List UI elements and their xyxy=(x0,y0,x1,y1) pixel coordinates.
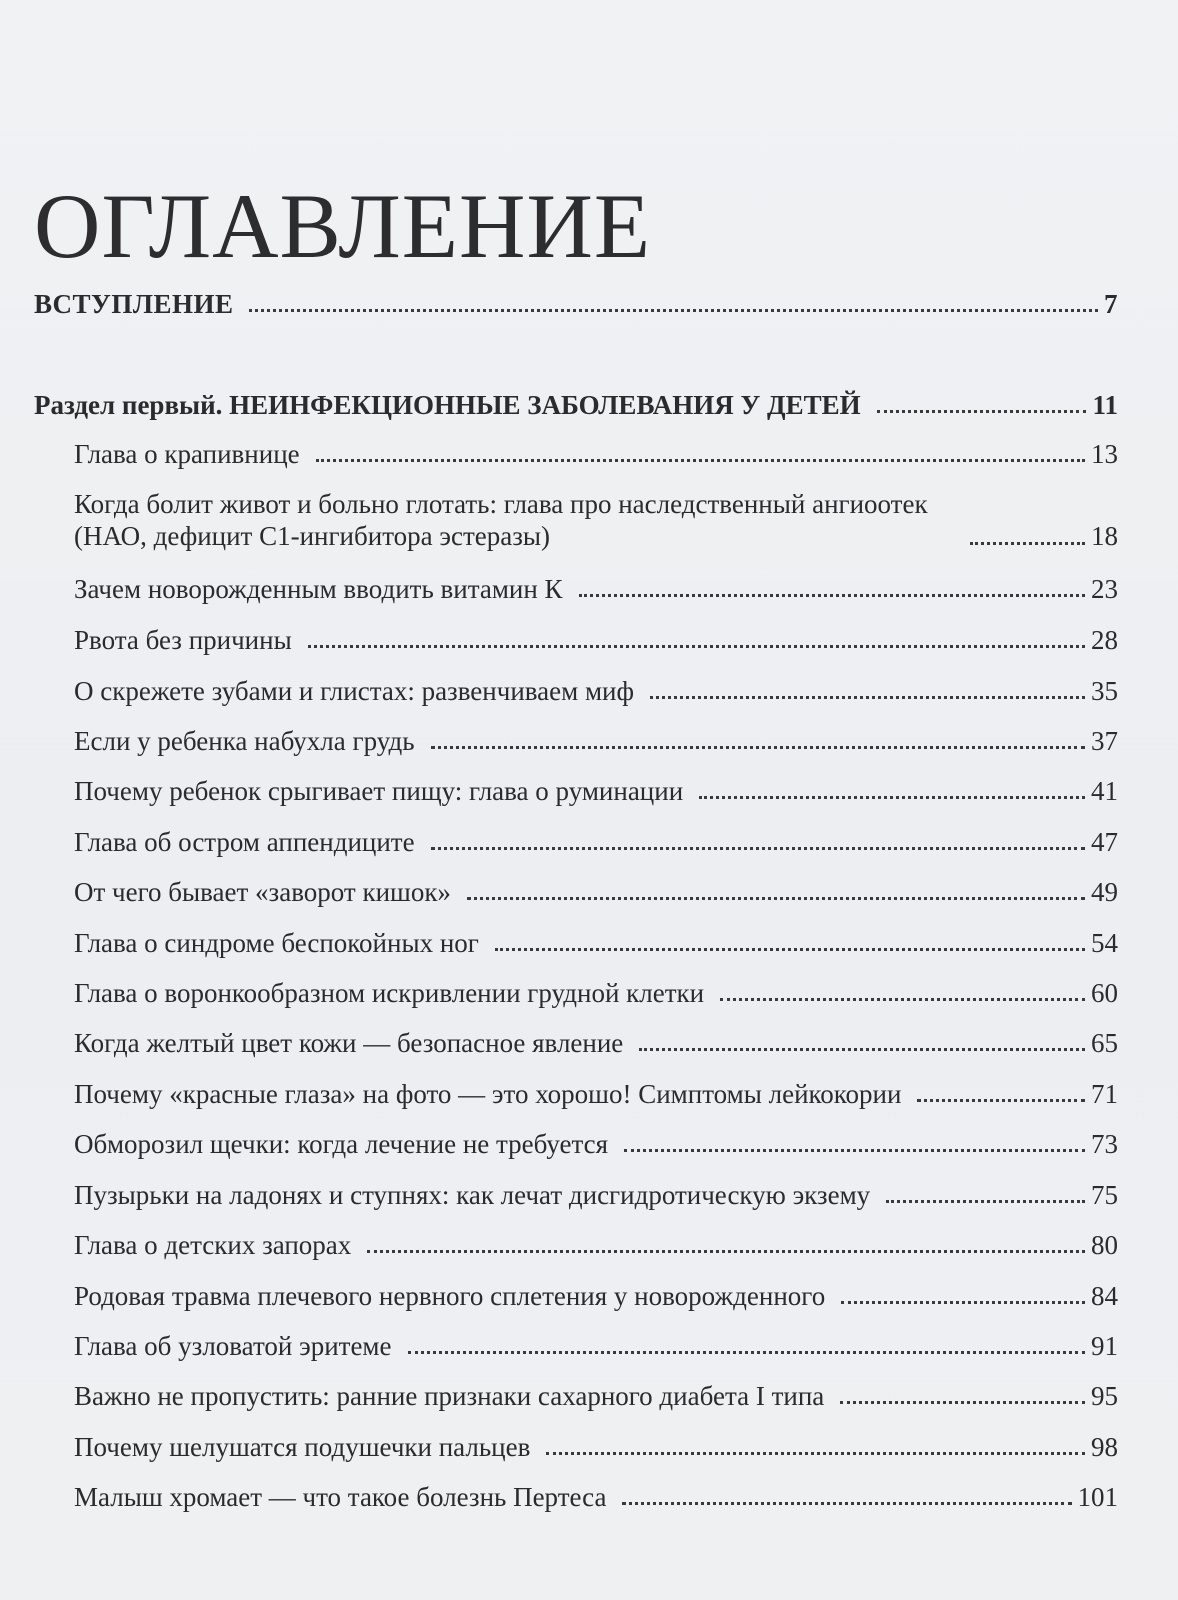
toc-page-number: 65 xyxy=(1091,1028,1118,1058)
toc-page-number: 13 xyxy=(1091,439,1118,469)
toc-page-number: 84 xyxy=(1091,1281,1118,1311)
toc-page-number: 41 xyxy=(1091,776,1118,806)
dot-leader xyxy=(917,1099,1085,1102)
toc-entry xyxy=(74,1229,1118,1261)
dot-leader xyxy=(546,1452,1085,1455)
toc-page-number: 54 xyxy=(1091,928,1118,958)
dot-leader xyxy=(699,796,1085,799)
dot-leader xyxy=(622,1502,1071,1505)
toc-entry xyxy=(74,438,1118,470)
toc-entry-label: Глава о крапивнице xyxy=(74,439,300,469)
toc-entry xyxy=(74,1481,1118,1513)
toc-page-number: 73 xyxy=(1091,1129,1118,1159)
toc-entry-label: ВСТУПЛЕНИЕ xyxy=(34,289,234,319)
toc-page-number: 18 xyxy=(1091,521,1118,552)
toc-entry xyxy=(74,675,1118,707)
toc-entry-label: Когда желтый цвет кожи — безопасное явление xyxy=(74,1028,624,1058)
toc-entry xyxy=(74,1431,1118,1463)
page-title: ОГЛАВЛЕНИЕ xyxy=(34,174,652,277)
toc-entry-label: Пузырьки на ладонях и ступнях: как лечат дисгидротическую экзему xyxy=(74,1180,871,1210)
toc-page-number: 23 xyxy=(1091,574,1118,604)
toc-page-number: 47 xyxy=(1091,827,1118,857)
dot-leader xyxy=(249,309,1098,312)
dot-leader xyxy=(840,1401,1085,1404)
dot-leader xyxy=(720,998,1085,1001)
toc-entry-label: Рвота без причины xyxy=(74,625,292,655)
dot-leader xyxy=(886,1200,1085,1203)
toc-entry xyxy=(74,1078,1118,1110)
toc-page-number: 35 xyxy=(1091,676,1118,706)
dot-leader xyxy=(579,594,1085,597)
toc-entry-label: Обморозил щечки: когда лечение не требуется xyxy=(74,1129,608,1159)
toc-entry-label: Если у ребенка набухла грудь xyxy=(74,726,415,756)
toc-entry xyxy=(74,624,1118,656)
toc-section-label: Раздел первый. НЕИНФЕКЦИОННЫЕ ЗАБОЛЕВАНИЯ У ДЕТЕЙ xyxy=(34,390,861,420)
toc-page-number: 75 xyxy=(1091,1180,1118,1210)
dot-leader xyxy=(431,847,1085,850)
toc-entry-label: Родовая травма плечевого нервного сплетения у новорожденного xyxy=(74,1281,826,1311)
toc-page-number: 98 xyxy=(1091,1432,1118,1462)
dot-leader xyxy=(431,746,1085,749)
toc-entry xyxy=(74,977,1118,1009)
dot-leader xyxy=(367,1250,1085,1253)
toc-entry-label: Почему ребенок срыгивает пищу: глава о руминации xyxy=(74,776,684,806)
toc-entry xyxy=(74,1330,1118,1362)
toc-entry xyxy=(74,775,1118,807)
toc-entry-intro xyxy=(34,288,1118,320)
toc-page-number: 80 xyxy=(1091,1230,1118,1260)
toc-section-heading xyxy=(34,389,1118,421)
toc-entry-label: Глава об узловатой эритеме xyxy=(74,1331,392,1361)
toc-entry xyxy=(74,876,1118,908)
toc-entry xyxy=(74,826,1118,858)
dot-leader xyxy=(408,1351,1085,1354)
toc-entry xyxy=(74,488,1118,553)
dot-leader xyxy=(650,696,1085,699)
toc-entry-label: Глава об остром аппендиците xyxy=(74,827,415,857)
toc-entry xyxy=(74,1280,1118,1312)
toc-entry-label: Почему шелушатся подушечки пальцев xyxy=(74,1432,531,1462)
dot-leader xyxy=(639,1048,1085,1051)
toc-page-number: 11 xyxy=(1092,390,1118,420)
toc-entry-label: Глава о воронкообразном искривлении грудной клетки xyxy=(74,978,705,1008)
toc-entry xyxy=(74,1179,1118,1211)
toc-page-number: 49 xyxy=(1091,877,1118,907)
toc-page-number: 91 xyxy=(1091,1331,1118,1361)
toc-entry xyxy=(74,573,1118,605)
toc-page-number: 28 xyxy=(1091,625,1118,655)
toc-page-number: 101 xyxy=(1077,1482,1118,1512)
toc-entry-label: Важно не пропустить: ранние признаки сахарного диабета I типа xyxy=(74,1381,825,1411)
dot-leader xyxy=(316,459,1085,462)
toc-entry xyxy=(74,725,1118,757)
toc-entry xyxy=(74,1128,1118,1160)
toc-entry-label: Малыш хромает — что такое болезнь Пертеса xyxy=(74,1482,607,1512)
toc-entry-label: Почему «красные глаза» на фото — это хорошо! Симптомы лейкокории xyxy=(74,1079,902,1109)
dot-leader xyxy=(841,1301,1085,1304)
toc-entry-label: Глава о детских запорах xyxy=(74,1230,352,1260)
toc-page-number: 71 xyxy=(1091,1079,1118,1109)
toc-entry xyxy=(74,1380,1118,1412)
dot-leader xyxy=(624,1149,1085,1152)
dot-leader xyxy=(495,948,1085,951)
toc-page-number: 60 xyxy=(1091,978,1118,1008)
toc-entry-label: От чего бывает «заворот кишок» xyxy=(74,877,451,907)
toc-entry-label: Зачем новорожденным вводить витамин К xyxy=(74,574,563,604)
toc-page-number: 7 xyxy=(1104,289,1118,319)
dot-leader xyxy=(308,645,1085,648)
dot-leader xyxy=(467,897,1085,900)
toc-entry xyxy=(74,927,1118,959)
dot-leader xyxy=(877,410,1087,413)
toc-page-number: 95 xyxy=(1091,1381,1118,1411)
toc-entry xyxy=(74,1027,1118,1059)
toc-entry-label: Глава о синдроме беспокойных ног xyxy=(74,928,479,958)
toc-entry-label: Когда болит живот и больно глотать: глава про наследственный ангиоотек (НАО, дефицит С1-ингибитора эстеразы) xyxy=(74,489,928,552)
toc-entry-label: О скрежете зубами и глистах: развенчиваем миф xyxy=(74,676,634,706)
dot-leader xyxy=(970,542,1085,545)
toc-page-number: 37 xyxy=(1091,726,1118,756)
